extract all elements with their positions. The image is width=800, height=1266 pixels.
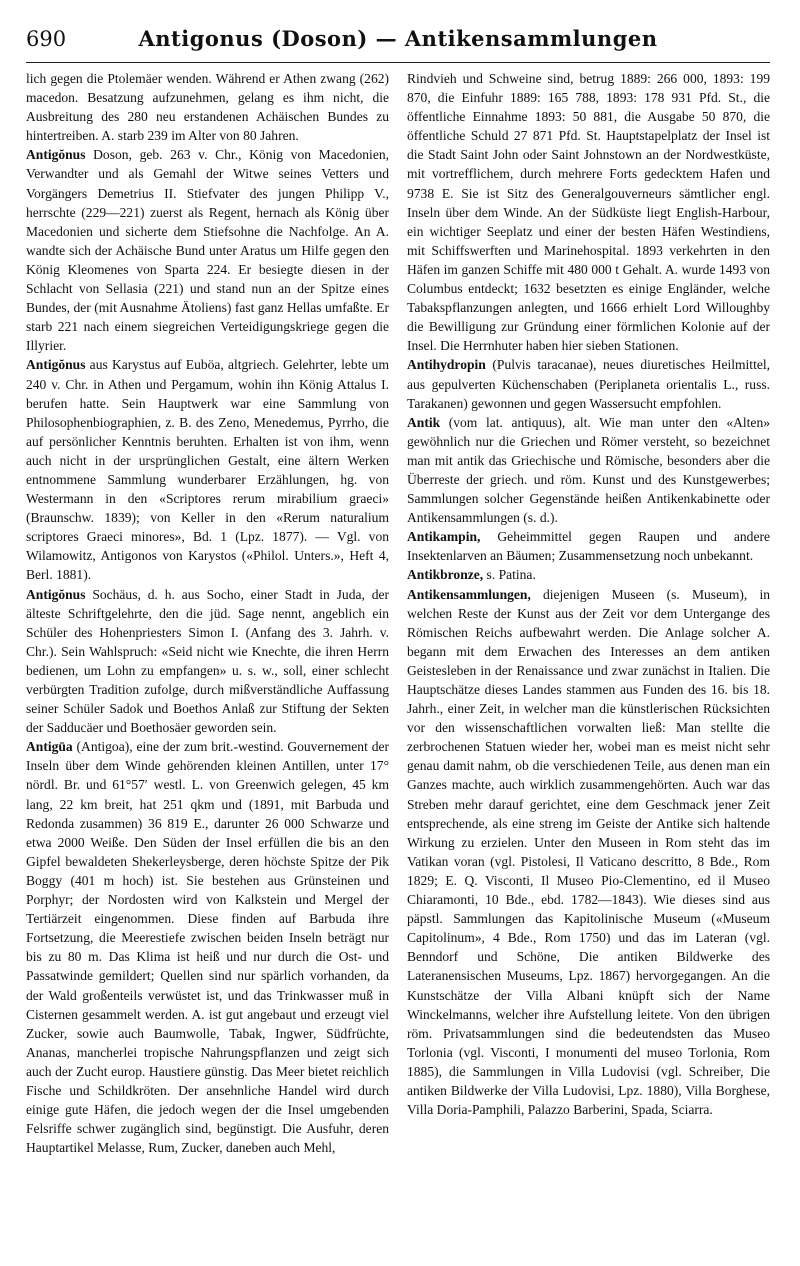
entry-text: aus Karystus auf Euböa, altgriech. Gelehrter, lebte um 240 v. Chr. in Athen und Pergamum, wohin ihn König Attalus I. berufen hatte. Sein Hauptwerk war eine Sammlung von Philosophenbiographien, z. B. des Zeno, Menedemus, Pyrrho, die auf persönlicher Kenntnis beruhten. Erhalten ist von ihm, wenn auch nicht in der ursprünglichen Gestalt, eine ältern Werken entnommene Sammlung wunderbarer Erzählungen, hg. von Westermann in den «Scriptores rerum mirabilium graeci» (Braunschw. 1839); von Keller in den «Rerum naturalium scriptores Graeci minores», Bd. 1 (Lpz. 1877). — Vgl. von Wilamowitz, Antigonos von Karystos («Philol. Unters.», Heft 4, Berl. 1881). xyxy=(26,357,389,583)
entry-lemma: Antigŏnus xyxy=(26,357,86,373)
text-columns xyxy=(26,69,770,1244)
left-column xyxy=(26,69,389,1244)
entry-text: lich gegen die Ptolemäer wenden. Während er Athen zwang (262) macedon. Besatzung aufzunehmen, gelang es ihm nicht, die Ausbreitung des 280 neu erstandenen Achäischen Bundes zu hintertreiben. A. starb 239 im Alter von 80 Jahren. xyxy=(26,71,389,144)
entry-text: Geheimmittel gegen Raupen und andere Insektenlarven an Bäumen; Zusammensetzung noch unbekannt. xyxy=(407,529,770,564)
entry-text: (Antigoa), eine der zum brit.-westind. Gouvernement der Inseln über dem Winde gehörenden kleinen Antillen, unter 17° nördl. Br. und 61°57′ westl. L. von Greenwich gelegen, 45 km lang, 22 km breit, hat 251 qkm und (1891, mit Barbuda und Redonda zusammen) 36 819 E., darunter 26 000 Schwarze und etwa 2000 Weiße. Den Süden der Insel erfüllen die bis an den Gipfel bewaldeten Shekerleysberge, deren höchste Spitze der Pik Boggy (401 m hoch) ist. Sie bestehen aus Grünsteinen und Porphyr; der Nordosten wird von Kalkstein und Mergel der Tertiärzeit eingenommen. Diese finden auf Barbuda ihre Fortsetzung, die Meerestiefe zwischen beiden Inseln beträgt nur bis zu 80 m. Das Klima ist heiß und nur durch die Ost- und Passatwinde gemildert; Quellen sind nur spärlich vorhanden, da der Wald großenteils verwüstet ist, und das Trinkwasser muß in Cisternen gesammelt werden. A. ist gut angebaut und erzeugt viel Zucker, sowie auch Baumwolle, Tabak, Ingwer, Südfrüchte, Ananas, mancherlei tropische Nahrungspflanzen und zeigt sich auch der Zucht europ. Haustiere günstig. Das Meer bietet reichlich Fische und Schildkröten. Der ansehnliche Handel wird durch einige gute Häfen, die jedoch wegen der die Insel umgebenden Felsriffe schwer zugänglich sind, begünstigt. Die Ausfuhr, deren Hauptartikel Melasse, Rum, Zucker, daneben auch Mehl, xyxy=(26,739,389,1156)
entry-text: s. Patina. xyxy=(483,567,536,583)
entry-text: (vom lat. antiquus), alt. Wie man unter den «Alten» gewöhnlich nur die Griechen und Römer versteht, so bezeichnet man mit antik das Griechische und Römische, besonders aber die Überreste der griech. und röm. Kunst und des Kunstgewerbes; Sammlungen solcher Gegenstände heißen Antikenkabinette oder Antikensammlungen (s. d.). xyxy=(407,414,770,526)
entry-lemma: Antikampin, xyxy=(407,529,481,545)
entry xyxy=(26,145,389,355)
entry-lemma: Antihydropin xyxy=(407,357,486,373)
entry-lemma: Antikensammlungen, xyxy=(407,586,531,602)
entry-lemma: Antigŏnus xyxy=(26,147,86,163)
page-header xyxy=(26,26,770,63)
page-number: 690 xyxy=(26,27,67,51)
entry-text: Doson, geb. 263 v. Chr., König von Macedonien, Verwandter und als Gemahl der Witwe seines Vetters und Vorgängers Demetrius II. Stiefvater des jungen Philipp V., herrschte (229—221) zuerst als Regent, hernach als König über Macedonien und sicherte dem Stiefsohne die Nachfolge. An A. wandte sich der Achäische Bund unter Aratus um Hilfe gegen den König Kleomenes von Sparta 224. Er besiegte diesen in der Schlacht von Sellasia (221) und stand nun an der Spitze eines Bundes, der (mit Ausnahme Ätoliens) fast ganz Hellas umfaßte. Er starb 221 nach einem siegreichen Verteidigungskriege gegen die Illyrier. xyxy=(26,147,389,354)
entry xyxy=(26,69,389,145)
entry xyxy=(407,69,770,355)
entry-lemma: Antigūa xyxy=(26,739,73,755)
entry xyxy=(26,355,389,584)
entry-text: Sochäus, d. h. aus Socho, einer Stadt in Juda, der älteste Schriftgelehrte, den die jüd. Sage nennt, angeblich ein Schüler des Hohenpriesters Simon I. (Anfang des 3. Jahrh. v. Chr.). Sein Wahlspruch: «Seid nicht wie Knechte, die ihren Herrn bedienen, um Lohn zu empfangen» u. s. w., soll, einer schlecht verbürgten Tradition zufolge, durch mißverständliche Auffassung seiner Schüler Sadok und Boethos Anlaß zur Stiftung der Sekten der Sadducäer und Boethosäer geworden sein. xyxy=(26,586,389,736)
entry-text: Rindvieh und Schweine sind, betrug 1889: 266 000, 1893: 199 870, die Einfuhr 1889: 165 788, 1893: 178 931 Pfd. St., die öffentliche Einnahme 1893: 50 881, die Ausgabe 50 870, die öffentliche Schuld 27 871 Pfd. St. Hauptstapelplatz der Insel ist die Stadt Saint John oder Saint Johnstown an der Nordwestküste, mit vortrefflichem, durch mehrere Forts gedecktem Hafen und 9738 E. Sie ist Sitz des Generalgouverneurs sämtlicher engl. Inseln über dem Winde. An der Südküste liegt English-Harbour, ein wichtiger Seeplatz und einer der besten Häfen Westindiens, mit Schiffswerften und Marinehospital. 1893 verkehrten in den Häfen im ganzen Schiffe mit 480 000 t Gehalt. A. wurde 1493 von Columbus entdeckt; 1632 besetzten es einige Engländer, welche Tabakspflanzungen anlegten, und 1666 erhielt Lord Willoughby die Bewilligung zur Gründung einer förmlichen Kolonie auf der Insel. Die Herrnhuter haben hier sieben Stationen. xyxy=(407,71,770,354)
right-column xyxy=(407,69,770,1244)
entry xyxy=(407,527,770,565)
entry xyxy=(26,737,389,1157)
entry xyxy=(407,585,770,1120)
entry xyxy=(407,355,770,412)
entry-text: (Pulvis taracanae), neues diuretisches Heilmittel, aus gepulverten Küchenschaben (Periplaneta orientalis L., russ. Tarakanen) gewonnen und gegen Wassersucht empfohlen. xyxy=(407,357,770,411)
entry xyxy=(407,413,770,528)
entry-lemma: Antigŏnus xyxy=(26,586,86,602)
running-head: Antigonus (Doson) — Antikensammlungen xyxy=(138,26,658,51)
entry xyxy=(407,565,770,584)
entry-lemma: Antik xyxy=(407,414,441,430)
entry-lemma: Antikbronze, xyxy=(407,567,484,583)
entry xyxy=(26,585,389,738)
entry-text: diejenigen Museen (s. Museum), in welchen Reste der Kunst aus der Zeit vor dem Untergange des Römischen Reichs aufbewahrt werden. Die Anlage solcher A. begann mit dem Erwachen des Interesses an dem antiken Geistesleben in der Renaissance und zwar zunächst in Italien. Die Hauptschätze dieses Landes stammen aus Funden des 16. bis 18. Jahrh., einer Zeit, in welcher man die künstlerischen Rücksichten vor den wissenschaftlichen vorwalten ließ: Man stellte die zerbrochenen Statuen wieder her, wobei man es meist nicht sehr genau damit nahm, ob die verschiedenen Teile, aus denen man ein Ganzes machte, auch wirklich zusammengehörten. Auch war das Streben mehr darauf gerichtet, eine dem Geschmack jener Zeit entsprechende, als eine streng im Geiste der Antike sich haltende Wirkung zu erzielen. Unter den Museen in Rom steht das im Vatikan voran (vgl. Pistolesi, Il Vaticano descritto, 8 Bde., Rom 1829; E. Q. Visconti, Il Museo Pio-Clementino, ed il Museo Chiaramonti, 10 Bde., ebd. 1782—1843). Wie dieses sind aus päpstl. Sammlungen das Kapitolinische Museum («Museum Capitolinum», 4 Bde., Rom 1750) und das im Lateran (vgl. Benndorf und Schöne, Die antiken Bildwerke des Lateranensischen Museums, Lpz. 1867) hervorgegangen. An die Kunstschätze der Villa Albani knüpft sich der Name Winckelmanns, welcher ihre Aufstellung leitete. Von den übrigen röm. Privatsammlungen sind die bedeutendsten das Museo Torlonia (vgl. Visconti, I monumenti del museo Torlonia, Rom 1885), die Sammlungen in Villa Ludovisi (vgl. Schreiber, Die antiken Bildwerke der Villa Ludovisi, Lpz. 1880), Villa Borghese, Villa Doria-Pamphili, Palazzo Barberini, Spada, Sciarra. xyxy=(407,586,770,1118)
